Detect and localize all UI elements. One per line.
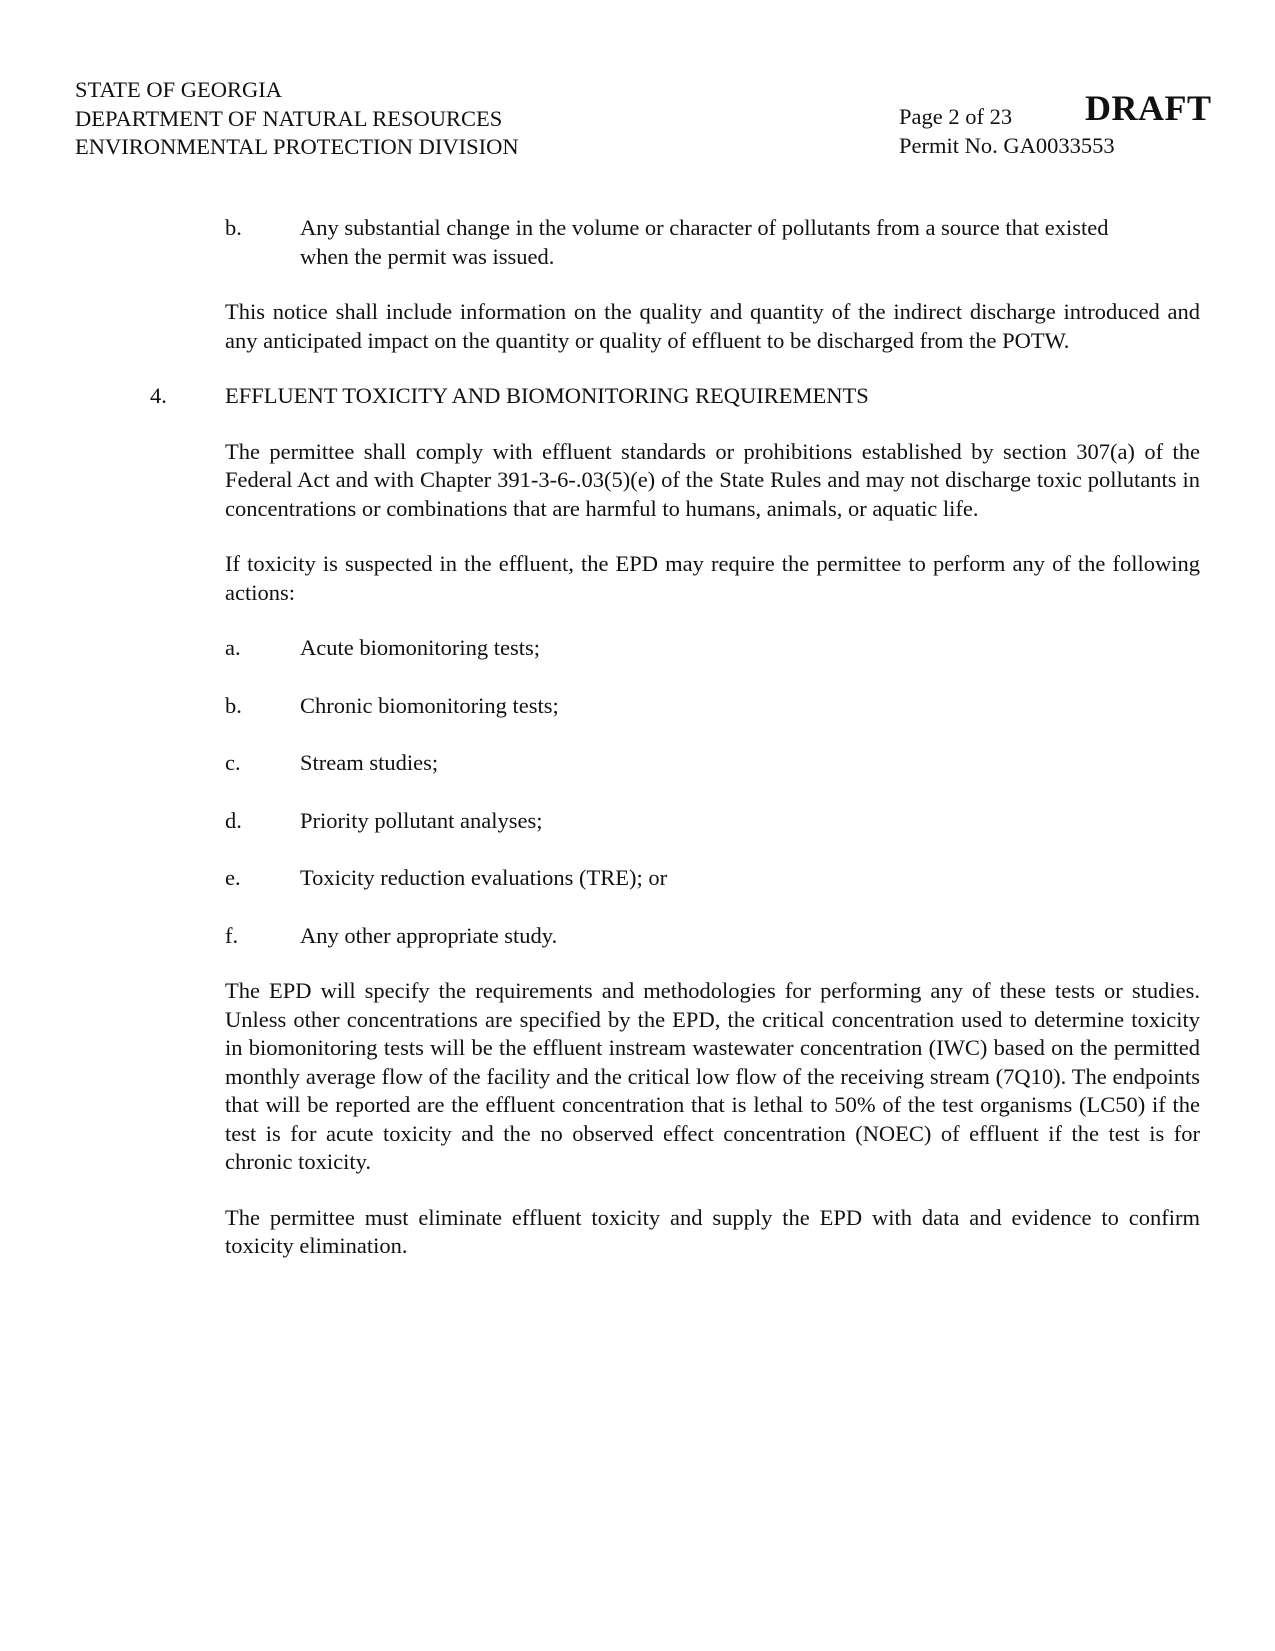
page-number: Page 2 of 23 xyxy=(899,104,1013,129)
section-title: EFFLUENT TOXICITY AND BIOMONITORING REQUIREMENTS xyxy=(225,383,869,408)
section-heading xyxy=(150,382,1200,411)
list-marker: c. xyxy=(225,750,241,775)
page-info-block xyxy=(899,103,1115,160)
draft-label: DRAFT xyxy=(1085,88,1212,128)
list-item-action-c xyxy=(150,749,1200,778)
list-item-line: when the permit was issued. xyxy=(300,243,555,269)
permit-number: Permit No. GA0033553 xyxy=(899,132,1115,158)
list-marker: d. xyxy=(225,807,242,833)
list-item-text: Acute biomonitoring tests; xyxy=(300,635,540,660)
toxicity-paragraph: If toxicity is suspected in the effluent, the EPD may require the permittee to perform any of the following actions: xyxy=(225,551,1200,605)
list-item-action-a xyxy=(150,634,1200,663)
agency-line-state: STATE OF GEORGIA xyxy=(75,77,282,102)
compliance-paragraph: The permittee shall comply with effluent standards or prohibitions established by section 307(a) of the Federal Act and with Chapter 391-3-6-.03(5)(e) of the State Rules and may not discharge toxic pollutants in concentrations or combinations that are harmful to humans, animals, or aquatic life. xyxy=(225,438,1200,521)
list-item-intro-b xyxy=(150,214,1200,271)
methodology-paragraph: The EPD will specify the requirements and methodologies for performing any of these tests or studies. Unless other concentrations are specified by the EPD, the critical concentration used to determine toxicity in biomonitoring tests will be the effluent instream wastewater concentration (IWC) based on the permitted monthly average flow of the facility and the critical low flow of the receiving stream (7Q10). The endpoints that will be reported are the effluent concentration that is lethal to 50% of the test organisms (LC50) if the test is for acute toxicity and the no observed effect concentration (NOEC) of effluent if the test is for chronic toxicity. xyxy=(225,978,1200,1174)
list-item-action-b xyxy=(150,692,1200,721)
list-item-text: Priority pollutant analyses; xyxy=(300,807,543,833)
agency-line-department: DEPARTMENT OF NATURAL RESOURCES xyxy=(75,105,503,131)
list-marker: a. xyxy=(225,635,241,660)
elimination-paragraph: The permittee must eliminate effluent toxicity and supply the EPD with data and evidence to confirm toxicity elimination. xyxy=(225,1204,1200,1258)
list-marker: e. xyxy=(225,865,241,890)
list-item-text: Stream studies; xyxy=(300,750,439,775)
list-marker: f. xyxy=(225,922,239,948)
list-item-text: Chronic biomonitoring tests; xyxy=(300,692,559,718)
list-marker: b. xyxy=(225,692,242,718)
list-item-text: Any other appropriate study. xyxy=(300,922,558,948)
notice-paragraph: This notice shall include information on the quality and quantity of the indirect discharge introduced and any anticipated impact on the quantity or quality of effluent to be discharged from the POTW. xyxy=(225,299,1200,353)
list-item-action-e xyxy=(150,864,1200,893)
list-item-action-f xyxy=(150,922,1200,951)
document-body xyxy=(150,214,1200,1261)
list-item-text: Toxicity reduction evaluations (TRE); or xyxy=(300,865,668,890)
list-item-line: Any substantial change in the volume or character of pollutants from a source that existed xyxy=(300,215,1109,240)
agency-line-division: ENVIRONMENTAL PROTECTION DIVISION xyxy=(75,134,519,159)
agency-header xyxy=(75,76,695,162)
list-marker: b. xyxy=(225,215,242,240)
section-number: 4. xyxy=(150,383,167,408)
list-item-action-d xyxy=(150,807,1200,836)
